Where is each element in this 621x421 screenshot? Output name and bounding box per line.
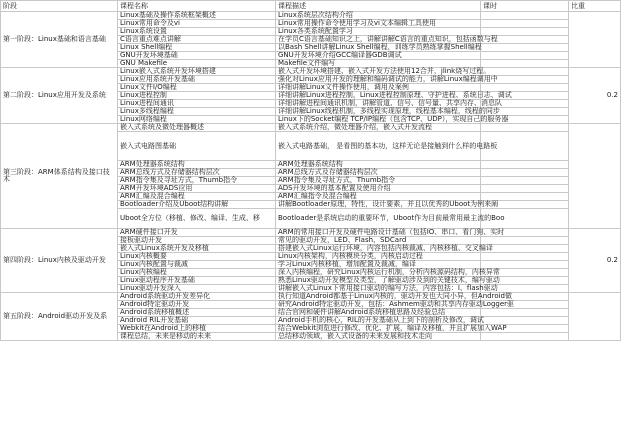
ratio-cell[interactable] — [569, 293, 621, 341]
hours-cell[interactable] — [481, 161, 569, 169]
course-desc-cell[interactable]: ARM处理器系统结构 — [276, 161, 481, 169]
header-course-name[interactable]: 课程名称 — [118, 1, 276, 12]
course-name-cell[interactable]: 课程总结，未来是移动的未来 — [118, 333, 276, 341]
stage-cell[interactable]: 第一阶段：Linux基础和语言基础 — [1, 12, 118, 68]
course-name-cell[interactable]: Linux常用命令及vi — [118, 20, 276, 28]
hours-cell[interactable] — [481, 237, 569, 245]
ratio-cell[interactable]: 0.2 — [569, 68, 621, 124]
course-name-cell[interactable]: Linux多线程编程 — [118, 108, 276, 116]
course-desc-cell[interactable]: 嵌入式系统介绍，微处理器介绍，嵌入式开发流程 — [276, 124, 481, 132]
course-desc-cell[interactable]: ARM指令集及寻址方式，Thumb指令 — [276, 177, 481, 185]
course-desc-cell[interactable]: Linux各类系统配置学习 — [276, 28, 481, 36]
course-name-cell[interactable]: Android系统驱动开发差异化 — [118, 293, 276, 301]
course-desc-cell[interactable]: Android手机的核心，RIL的开发基础从上到下的剖析及修改，调试 — [276, 317, 481, 325]
stage-cell[interactable]: 第二阶段：Linux应用开发及系统 — [1, 68, 118, 124]
course-desc-cell[interactable]: 搭建嵌入式Linux运行环境，内容包括内核裁减、内核移植、交叉编译 — [276, 245, 481, 253]
course-desc-cell[interactable]: 嵌入式电路基础， 是看图的基本功，这样无论是接触到什么样的电路板 — [276, 132, 481, 161]
stage-cell[interactable]: 第三阶段：ARM体系结构及接口技术 — [1, 124, 118, 229]
header-course-desc[interactable]: 课程描述 — [276, 1, 481, 12]
course-desc-cell[interactable]: 详细讲解Linux线程机制，多线程实现原理，线程基本编程，线程的同步 — [276, 108, 481, 116]
course-desc-cell[interactable]: GNU开发环境介绍GCC编译器GDB调试 — [276, 52, 481, 60]
course-name-cell[interactable]: Linux文件I/O编程 — [118, 84, 276, 92]
course-desc-cell[interactable]: 总结移动领域，嵌入式设备的未来发展和技术走向 — [276, 333, 481, 341]
hours-cell[interactable] — [481, 12, 569, 20]
header-hours[interactable]: 课时 — [481, 1, 569, 12]
stage-cell[interactable]: 第四阶段：Linux内核及驱动开发 — [1, 229, 118, 293]
ratio-cell[interactable] — [569, 124, 621, 229]
hours-cell[interactable] — [481, 309, 569, 317]
course-name-cell[interactable]: Linux基础及操作系统框架概述 — [118, 12, 276, 20]
course-desc-cell[interactable]: Bootloader是系统启动的重要环节，Uboot作为目前最常用最主流的Boo — [276, 209, 481, 229]
table-row — [1, 124, 621, 132]
course-desc-cell[interactable]: 强化对Linux应用开发的理解和编码调试的能力，讲解Linux编程调用中 — [276, 76, 481, 84]
course-desc-cell[interactable]: 嵌入式开发环境搭建、嵌入式开发方法使用12合并，jlink烧写过程。 — [276, 68, 481, 76]
course-desc-cell[interactable]: 执行知道Android都基于Linux内核的，驱动开发也大同小异，但Android做 — [276, 293, 481, 301]
course-name-cell[interactable]: ARM总线方式及存储器结构层次 — [118, 169, 276, 177]
course-name-cell[interactable]: Uboot全方位（移植、修改、编译、生成、移 — [118, 209, 276, 229]
course-desc-cell[interactable]: 深入内核编程，研究Linux内核运行机制，分析内核源码结构，内核异常 — [276, 269, 481, 277]
course-name-cell[interactable]: 嵌入式电路图基础 — [118, 132, 276, 161]
course-name-cell[interactable]: GNU开发环境基础 — [118, 52, 276, 60]
hours-cell[interactable] — [481, 124, 569, 132]
course-desc-cell[interactable]: Linux下的Socket编程 TCP/IP编程（包含TCP、UDP），实现自己的服务器 — [276, 116, 481, 124]
course-name-cell[interactable]: Linux驱动程序开发基础 — [118, 277, 276, 285]
course-name-cell[interactable]: Linux嵌入式系统开发环境搭建 — [118, 68, 276, 76]
hours-cell[interactable] — [481, 52, 569, 60]
course-name-cell[interactable]: ARM处理器系统结构 — [118, 161, 276, 169]
course-desc-cell[interactable]: 研究Android特定驱动开发，包括：Ashmem驱动和共享内存驱动Logger驱 — [276, 301, 481, 309]
course-desc-cell[interactable]: 讲解Bootloader原理，特性，设计要素，并且以优秀的Uboot为例来阐 — [276, 201, 481, 209]
course-desc-cell[interactable]: Linux系统层次结构介绍 — [276, 12, 481, 20]
course-name-cell[interactable]: Linux系统设置 — [118, 28, 276, 36]
course-desc-cell[interactable]: Linux常用操作命令使用学习及vi文本编辑工具使用 — [276, 20, 481, 28]
course-name-cell[interactable]: Linux内核编程 — [118, 269, 276, 277]
course-desc-cell[interactable]: 学习Linux内核移植，增加配置及裁减，编译 — [276, 261, 481, 269]
course-name-cell[interactable]: Android特定驱动开发 — [118, 301, 276, 309]
course-name-cell[interactable]: Linux Shell编程 — [118, 44, 276, 52]
course-desc-cell[interactable]: 熟悉Linux驱动开发模型及类型，了解驱动涉及到的关键技术，编写驱动 — [276, 277, 481, 285]
course-desc-cell[interactable]: 在学员C语言基础知识之上，讲解讲解C语言的重点知识，包括函数与程 — [276, 36, 481, 44]
hours-cell[interactable] — [481, 245, 569, 253]
course-desc-cell[interactable]: ADS开发环境的基本配置及使用介绍 — [276, 185, 481, 193]
course-desc-cell[interactable]: Makefile文件编写 — [276, 60, 481, 68]
course-desc-cell[interactable]: Linux内核架构，内核模块分类，内核启动过程 — [276, 253, 481, 261]
course-desc-cell[interactable]: 讲解嵌入式Linux下常用接口驱动的编写方法，内容包括：I、flash驱动 — [276, 285, 481, 293]
course-name-cell[interactable]: Android RIL开发基础 — [118, 317, 276, 325]
hours-cell[interactable] — [481, 185, 569, 193]
course-desc-cell[interactable]: 以Bash Shell讲解Linux Shell编程，训练学员熟练掌握Shell编程 — [276, 44, 481, 52]
course-desc-cell[interactable]: 详细讲解Linux进程控制，Linux进程控制原理、守护进程、系统日志、调试 — [276, 92, 481, 100]
course-name-cell[interactable]: 嵌入式Linux系统开发及移植 — [118, 245, 276, 253]
course-desc-cell[interactable]: 结合Webkit浏览进行修改、优化、扩展，编译及移植，并且扩展加入WAP — [276, 325, 481, 333]
hours-cell[interactable] — [481, 60, 569, 68]
course-name-cell[interactable]: ARM开发环境ADS应用 — [118, 185, 276, 193]
course-name-cell[interactable]: Android系统移植概述 — [118, 309, 276, 317]
header-ratio[interactable]: 比重 — [569, 1, 621, 12]
hours-cell[interactable] — [481, 177, 569, 185]
course-name-cell[interactable]: Webkit在Android上的移植 — [118, 325, 276, 333]
course-desc-cell[interactable]: ARM的常用接口开发及硬件电路设计基础（包括IO、串口、看门狗、实时 — [276, 229, 481, 237]
course-desc-cell[interactable]: 结合官网和硬件讲解Android系统移植思路及经验总结 — [276, 309, 481, 317]
header-stage[interactable]: 阶段 — [1, 1, 118, 12]
hours-cell[interactable] — [481, 44, 569, 52]
course-name-cell[interactable]: ARM指令集及寻址方式，Thumb指令 — [118, 177, 276, 185]
hours-cell[interactable] — [481, 169, 569, 177]
course-name-cell[interactable]: Linux内核概要 — [118, 253, 276, 261]
ratio-cell[interactable] — [569, 12, 621, 68]
course-name-cell[interactable]: C语言重点难点讲解 — [118, 36, 276, 44]
course-desc-cell[interactable]: ARM总线方式及存储器结构层次 — [276, 169, 481, 177]
table-body — [1, 12, 621, 341]
course-name-cell[interactable]: GNU Makefile — [118, 60, 276, 68]
hours-cell[interactable] — [481, 20, 569, 28]
course-name-cell[interactable]: ARM硬件接口开发 — [118, 229, 276, 237]
course-desc-cell[interactable]: ARM汇编指令及混合编程 — [276, 193, 481, 201]
course-desc-cell[interactable]: 详细讲解Linux文件操作使用，调用及案例 — [276, 84, 481, 92]
course-name-cell[interactable]: Linux网络编程 — [118, 116, 276, 124]
ratio-cell[interactable]: 0.2 — [569, 229, 621, 293]
course-name-cell[interactable]: ARM汇编及混合编程 — [118, 193, 276, 201]
hours-cell[interactable] — [481, 333, 569, 341]
header-row — [1, 1, 621, 12]
course-name-cell[interactable]: Linux进程控制 — [118, 92, 276, 100]
course-name-cell[interactable]: 嵌入式系统及微处理器概述 — [118, 124, 276, 132]
hours-cell[interactable] — [481, 253, 569, 261]
course-name-cell[interactable]: Linux进程间通讯 — [118, 100, 276, 108]
course-name-cell[interactable]: Bootloader介绍及Uboot结构讲解 — [118, 201, 276, 209]
course-desc-cell[interactable]: 详细讲解进程间通讯机制，讲解管道、信号、信号量、共享内存、消息队 — [276, 100, 481, 108]
stage-cell[interactable]: 第五阶段：Android驱动开发及系 — [1, 293, 118, 341]
course-desc-cell[interactable]: 常见的驱动开发，LED、Flash、SDCard — [276, 237, 481, 245]
course-name-cell[interactable]: Linux应用系统开发基础 — [118, 76, 276, 84]
course-name-cell[interactable]: 接板驱动开发 — [118, 237, 276, 245]
course-name-cell[interactable]: Linux内核配置与裁减 — [118, 261, 276, 269]
course-name-cell[interactable]: Linux驱动开发深入 — [118, 285, 276, 293]
